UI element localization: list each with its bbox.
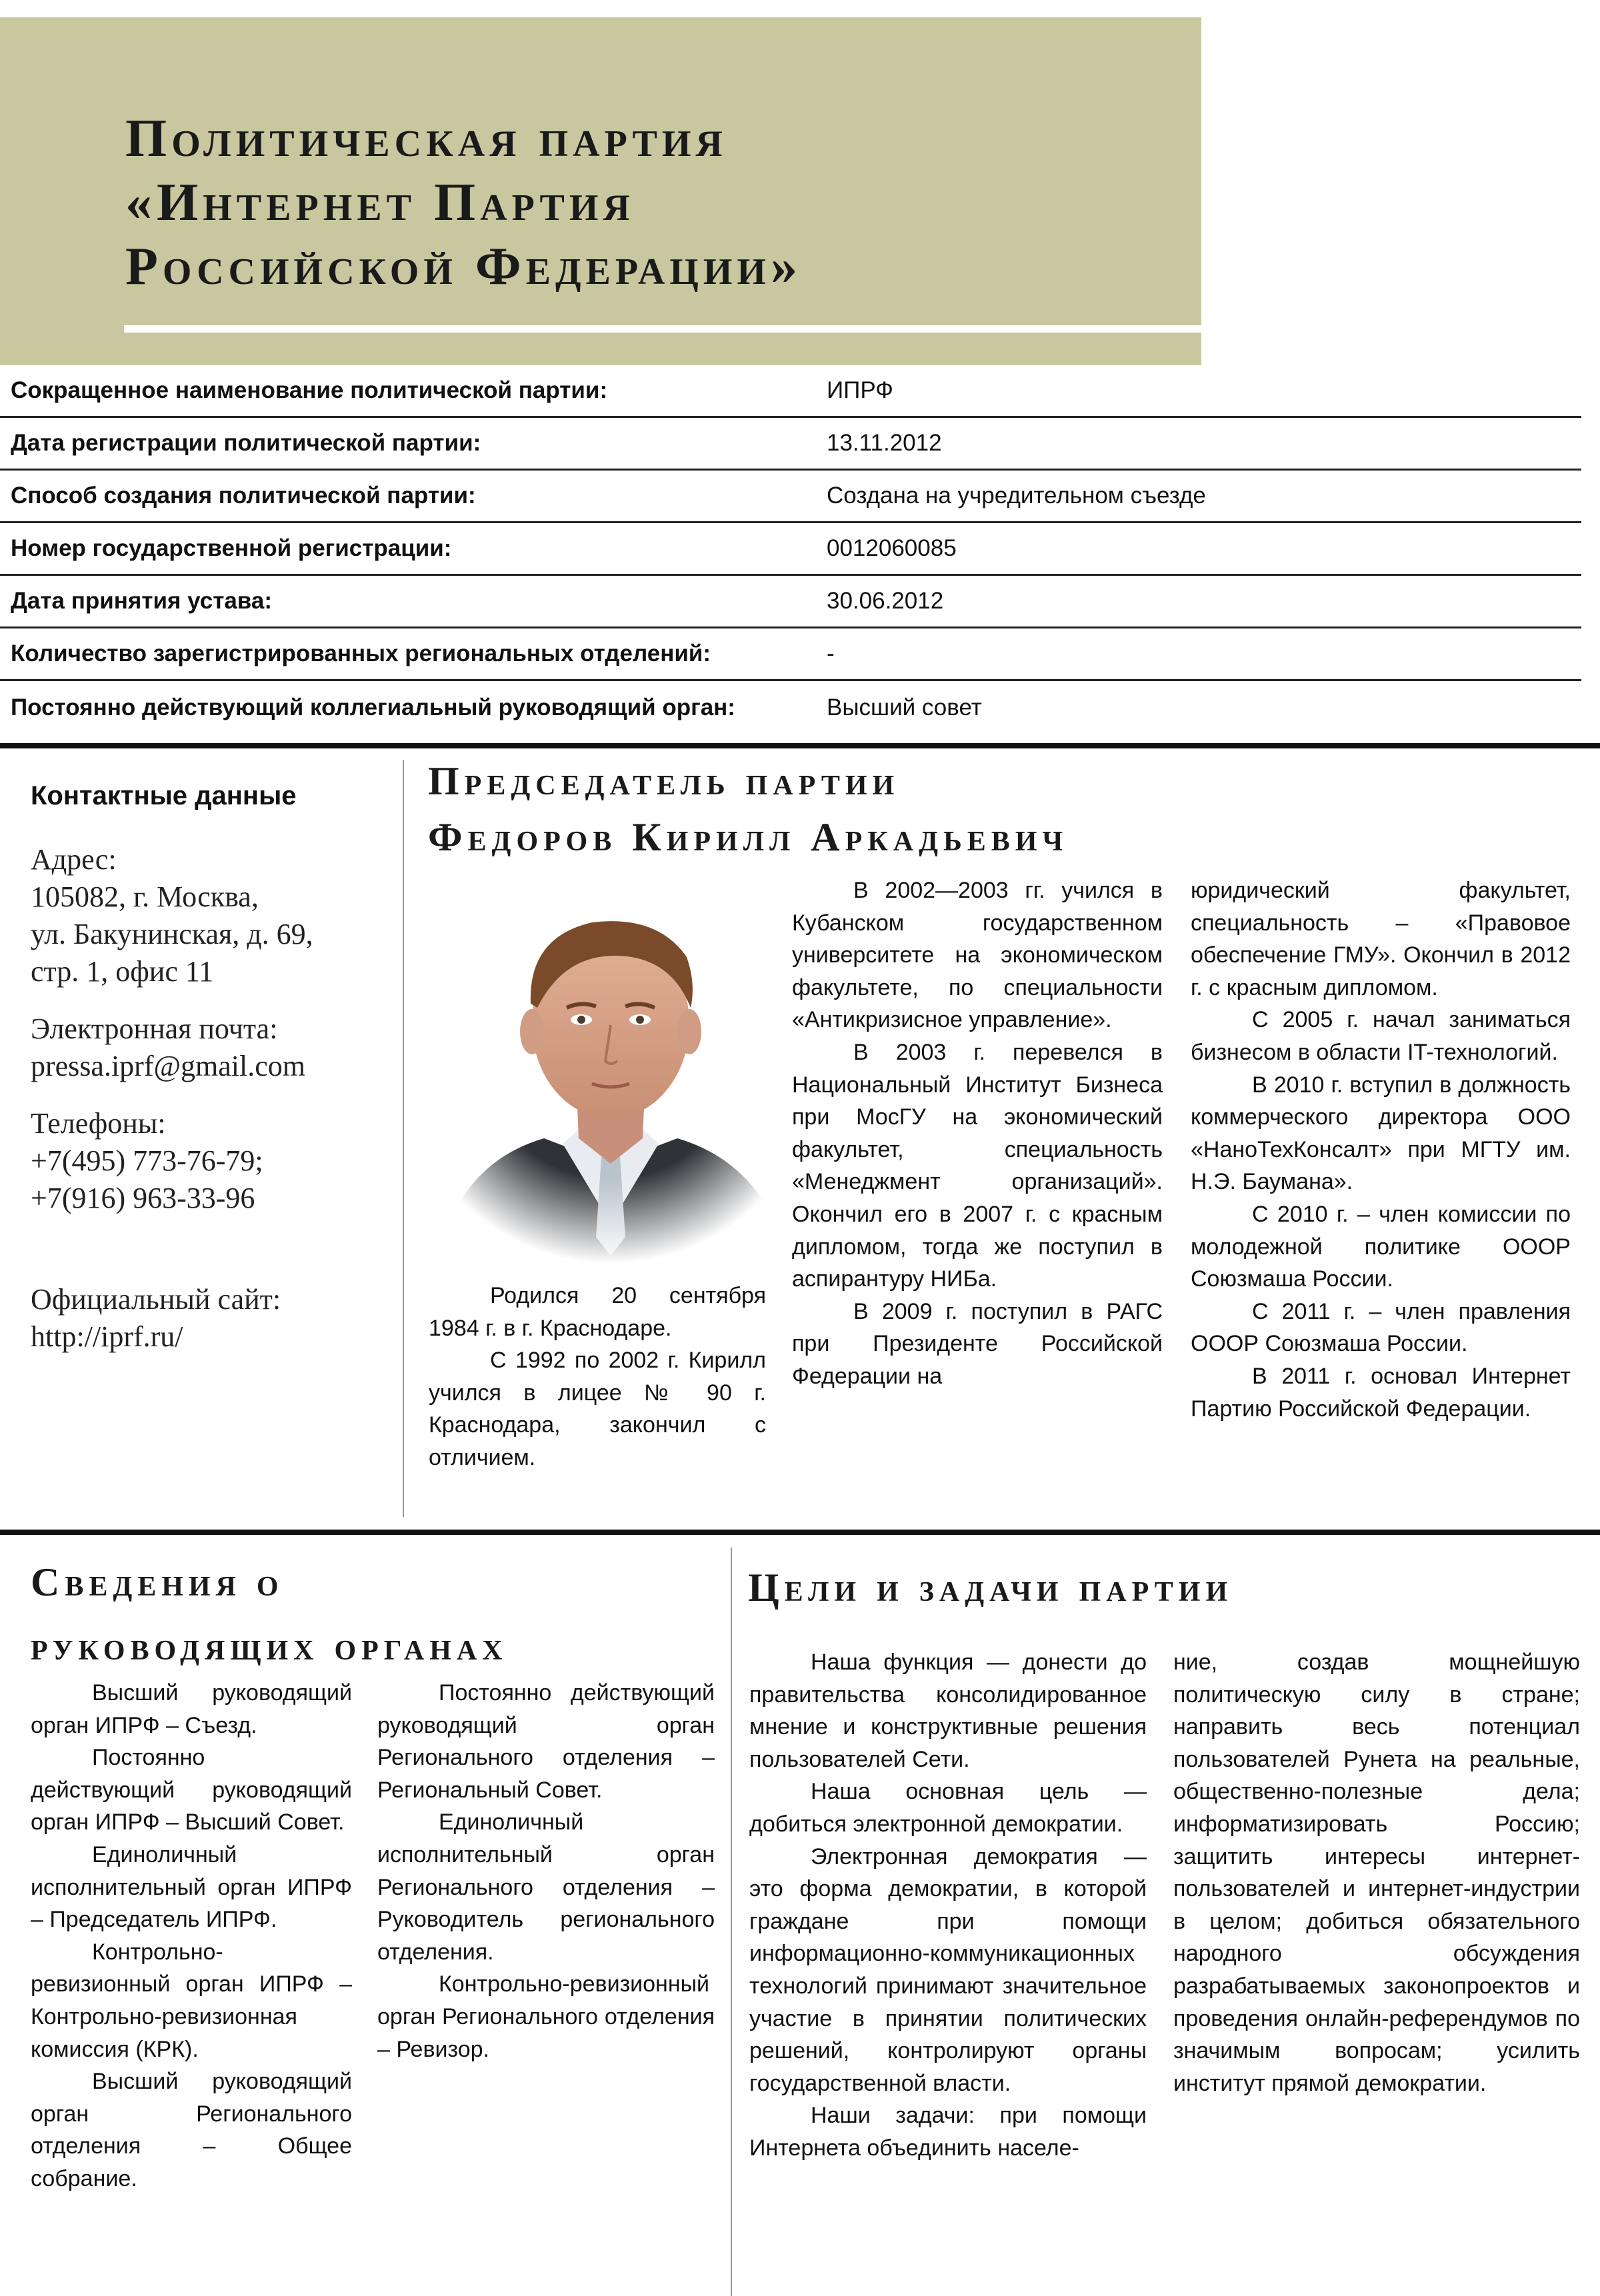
bio-paragraph: В 2002—2003 гг. учился в Кубанском государственном университете на экономическом факультете, по специальности «Антикризисное управление».: [792, 878, 1163, 1033]
party-title: [125, 107, 1165, 299]
section-divider: [0, 743, 1600, 748]
party-title-line: Политическая партия: [125, 109, 727, 168]
chairman-heading: [428, 753, 1068, 865]
site-link[interactable]: http://iprf.ru/: [31, 1320, 183, 1353]
info-value: Создана на учредительном съезде: [827, 483, 1206, 509]
email-link[interactable]: pressa.iprf@gmail.com: [31, 1050, 305, 1082]
bodies-paragraph: Контрольно-ревизионный орган ИПРФ – Контрольно-ревизионная комиссия (КРК).: [31, 1939, 352, 2062]
info-row-registration-number: [0, 523, 1581, 576]
chairman-heading-line: Федоров Кирилл Аркадьевич: [428, 815, 1069, 859]
address-line: 105082, г. Москва,: [31, 880, 259, 913]
info-label: Сокращенное наименование политической партии:: [11, 377, 608, 403]
email-label: Электронная почта:: [31, 1012, 278, 1045]
bio-paragraph: Родился 20 сентября 1984 г. в г. Краснодаре.: [429, 1283, 766, 1341]
info-value: 0012060085: [827, 535, 957, 561]
info-value: ИПРФ: [827, 377, 893, 403]
chairman-bio-column: [1191, 874, 1571, 1425]
address-line: стр. 1, офис 11: [31, 955, 214, 988]
bio-paragraph: С 2010 г. – член комиссии по молодежной политике ОООР Союзмаша России.: [1191, 1201, 1571, 1292]
contacts-panel: [31, 778, 391, 1376]
address-label: Адрес:: [31, 843, 117, 876]
bio-paragraph: В 2009 г. поступил в РАГС при Президенте Российской Федерации на: [792, 1298, 1163, 1389]
site-block: [31, 1281, 391, 1356]
info-label: Постоянно действующий коллегиальный руководящий орган:: [11, 694, 735, 720]
goals-paragraph: Наша основная цель — добиться электронной демократии.: [749, 1779, 1147, 1837]
column-divider: [731, 1548, 732, 2296]
bio-paragraph: В 2010 г. вступил в должность коммерческого директора ООО «НаноТехКонсалт» при МГТУ им. Н.Э. Баумана».: [1191, 1072, 1571, 1195]
goals-paragraph: Наши задачи: при помощи Интернета объединить населе-: [749, 2103, 1147, 2161]
contacts-title: Контактные данные: [31, 781, 297, 810]
bodies-heading: [31, 1550, 508, 1678]
info-value: 13.11.2012: [827, 430, 942, 456]
column-divider: [403, 760, 404, 1517]
email-block: [31, 1010, 391, 1085]
info-row-short-name: [0, 365, 1581, 418]
chairman-portrait: [417, 877, 804, 1264]
bodies-paragraph: Высший руководящий орган ИПРФ – Съезд.: [31, 1680, 352, 1738]
address-block: [31, 841, 391, 990]
bodies-paragraph: Контрольно-ревизионный орган Регионального отделения – Ревизор.: [377, 1971, 715, 2062]
info-label: Количество зарегистрированных региональных отделений:: [11, 640, 711, 666]
party-info-table: [0, 365, 1581, 734]
info-label: Дата принятия устава:: [11, 588, 272, 614]
bodies-column: [31, 1677, 352, 2195]
party-title-line: Российской Федерации»: [125, 237, 802, 296]
bio-paragraph: В 2011 г. основал Интернет Партию Российской Федерации.: [1191, 1363, 1571, 1422]
bodies-paragraph: Высший руководящий орган Регионального отделения – Общее собрание.: [31, 2069, 352, 2191]
goals-heading: Цели и задачи партии: [748, 1566, 1233, 1610]
info-row-charter-date: [0, 576, 1581, 628]
bodies-paragraph: Единоличный исполнительный орган Регионального отделения – Руководитель регионального отделения.: [377, 1809, 715, 1965]
chairman-heading-line: Председатель партии: [428, 759, 900, 803]
info-label: Дата регистрации политической партии:: [11, 430, 481, 456]
chairman-bio-column: [429, 1280, 766, 1474]
section-divider: [0, 1530, 1600, 1535]
goals-paragraph: Наша функция — донести до правительства консолидированное мнение и конструктивные решения пользователей Сети.: [749, 1650, 1147, 1772]
goals-column: [749, 1646, 1147, 2165]
bio-paragraph: юридический факультет, специальность – «Правовое обеспечение ГМУ». Окончил в 2012 г. с красным дипломом.: [1191, 878, 1571, 1000]
site-label: Официальный сайт:: [31, 1283, 281, 1316]
info-value: Высший совет: [827, 694, 982, 720]
address-line: ул. Бакунинская, д. 69,: [31, 918, 313, 950]
phones-label: Телефоны:: [31, 1107, 166, 1140]
bio-paragraph: С 2011 г. – член правления ОООР Союзмаша России.: [1191, 1298, 1571, 1357]
info-row-governing-body: [0, 681, 1581, 734]
bodies-paragraph: Постоянно действующий руководящий орган Регионального отделения – Региональный Совет.: [377, 1680, 715, 1803]
info-row-registration-date: [0, 418, 1581, 471]
party-title-line: «Интернет Партия: [125, 173, 635, 232]
phones-block: [31, 1105, 391, 1217]
phone-number: +7(916) 963-33-96: [31, 1182, 255, 1214]
info-value: -: [827, 640, 835, 666]
info-value: 30.06.2012: [827, 588, 944, 614]
bodies-heading-line: Сведения о: [31, 1560, 284, 1604]
bodies-paragraph: Единоличный исполнительный орган ИПРФ – Председатель ИПРФ.: [31, 1841, 352, 1933]
info-label: Способ создания политической партии:: [11, 483, 476, 509]
info-row-regional-branches: [0, 628, 1581, 681]
goals-paragraph: Электронная демократия — это форма демократии, в которой граждане при помощи информационно-коммуникационных технологий принимают значительное участие в принятии политических решений, контролируют органы государственной власти.: [749, 1843, 1147, 2096]
info-label: Номер государственной регистрации:: [11, 535, 452, 561]
header-rule: [124, 325, 1201, 333]
bio-paragraph: В 2003 г. перевелся в Национальный Институт Бизнеса при МосГУ на экономический факультет, специальность «Менеджмент организаций». Окончил его в 2007 г. с красным дипломом, тогда же поступил в аспирантуру НИБа.: [792, 1039, 1163, 1292]
bio-paragraph: С 2005 г. начал заниматься бизнесом в области IT-технологий.: [1191, 1007, 1571, 1065]
phone-number: +7(495) 773-76-79;: [31, 1144, 263, 1177]
bodies-paragraph: Постоянно действующий руководящий орган ИПРФ – Высший Совет.: [31, 1745, 352, 1835]
bodies-heading-line: руководящих органах: [31, 1624, 508, 1668]
chairman-bio-column: [792, 874, 1163, 1393]
info-row-creation-method: [0, 471, 1581, 523]
goals-column: [1173, 1646, 1580, 2099]
goals-paragraph: ние, создав мощнейшую политическую силу в стране; направить весь потенциал пользователей Рунета на реальные, общественно-полезные дела; информатизировать Россию; защитить интересы интернет-пользователей и интернет-индустрии в целом; добиться обязательного народного обсуждения разрабатываемых законопроектов и проведения онлайн-референдумов по значимым вопросам; усилить институт прямой демократии.: [1173, 1650, 1580, 2096]
bio-paragraph: С 1992 по 2002 г. Кирилл учился в лицее № 90 г. Краснодара, закончил с отличием.: [429, 1348, 766, 1470]
bodies-column: [377, 1677, 715, 2065]
